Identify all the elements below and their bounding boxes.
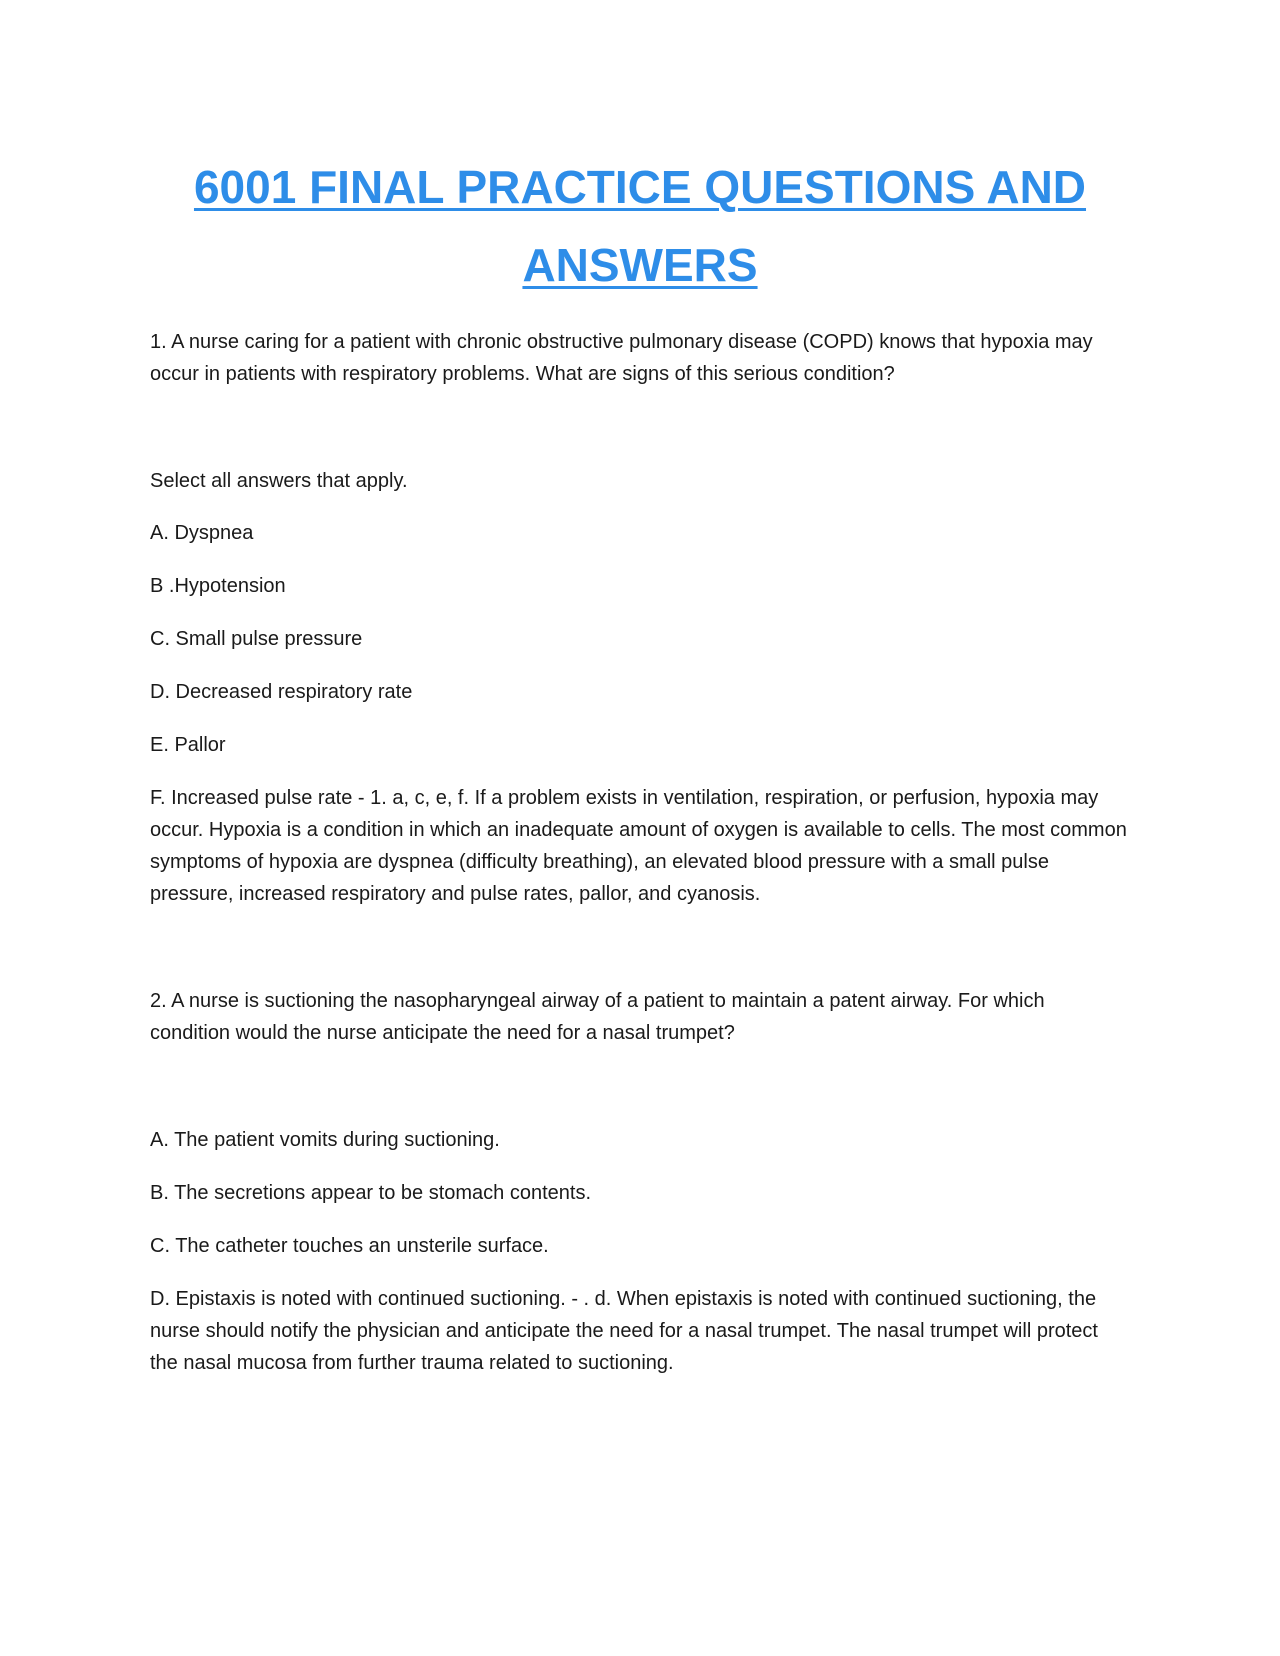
question-2-option-a: A. The patient vomits during suctioning.	[150, 1129, 500, 1151]
question-1-option-c: C. Small pulse pressure	[150, 628, 363, 650]
title-line-2: ANSWERS	[522, 239, 758, 291]
question-1-answer: F. Increased pulse rate - 1. a, c, e, f. If a problem exists in ventilation, respiration, or perfusion, hypoxia may occur. Hypoxia is a condition in which an inadequate amount of oxygen is available to cells. The most common symptoms of hypoxia are dyspnea (difficulty breathing), an elevated blood pressure with a small pulse pressure, increased respiratory and pulse rates, pallor, and cyanosis.	[150, 787, 1127, 905]
document-body	[150, 326, 1130, 1379]
question-2-option-b: B. The secretions appear to be stomach contents.	[150, 1182, 591, 1204]
question-1-option-a: A. Dyspnea	[150, 522, 254, 544]
title-line-1: 6001 FINAL PRACTICE QUESTIONS AND	[193, 161, 1087, 213]
question-2-answer: D. Epistaxis is noted with continued suctioning. - . d. When epistaxis is noted with continued suctioning, the nurse should notify the physician and anticipate the need for a nasal trumpet. The nasal trumpet will protect the nasal mucosa from further trauma related to suctioning.	[150, 1288, 1098, 1374]
question-1-option-e: E. Pallor	[150, 734, 226, 756]
question-1-option-d: D. Decreased respiratory rate	[150, 681, 413, 703]
question-2-option-c: C. The catheter touches an unsterile surface.	[150, 1235, 549, 1257]
question-1-stem: 1. A nurse caring for a patient with chronic obstructive pulmonary disease (COPD) knows that hypoxia may occur in patients with respiratory problems. What are signs of this serious condition?	[150, 331, 1093, 385]
question-1-option-b: B .Hypotension	[150, 575, 286, 597]
question-1-instruction: Select all answers that apply.	[150, 470, 408, 492]
question-2-stem: 2. A nurse is suctioning the nasopharyngeal airway of a patient to maintain a patent airway. For which condition would the nurse anticipate the need for a nasal trumpet?	[150, 990, 1045, 1044]
document-title	[150, 148, 1130, 304]
